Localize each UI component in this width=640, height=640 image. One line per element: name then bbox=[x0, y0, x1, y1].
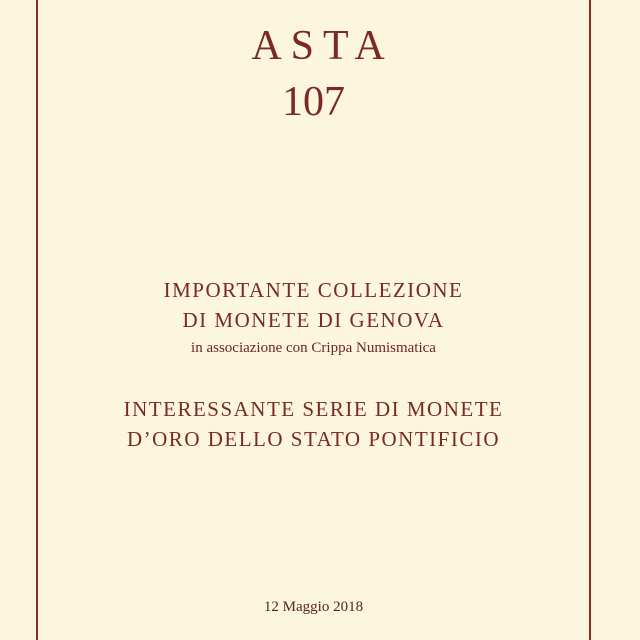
collection-heading-line-1: IMPORTANTE COLLEZIONE bbox=[163, 278, 464, 302]
collection-heading-line-2: DI MONETE DI GENOVA bbox=[182, 308, 445, 332]
collection-subtitle: in associazione con Crippa Numismatica bbox=[191, 340, 436, 356]
auction-date: 12 Maggio 2018 bbox=[263, 599, 364, 615]
auction-title: ASTA bbox=[251, 23, 394, 69]
right-border-rule bbox=[589, 0, 591, 640]
auction-number: 107 bbox=[282, 79, 345, 125]
series-heading-line-2: D’ORO DELLO STATO PONTIFICIO bbox=[126, 427, 500, 451]
series-heading-line-1: INTERESSANTE SERIE DI MONETE bbox=[123, 397, 504, 421]
